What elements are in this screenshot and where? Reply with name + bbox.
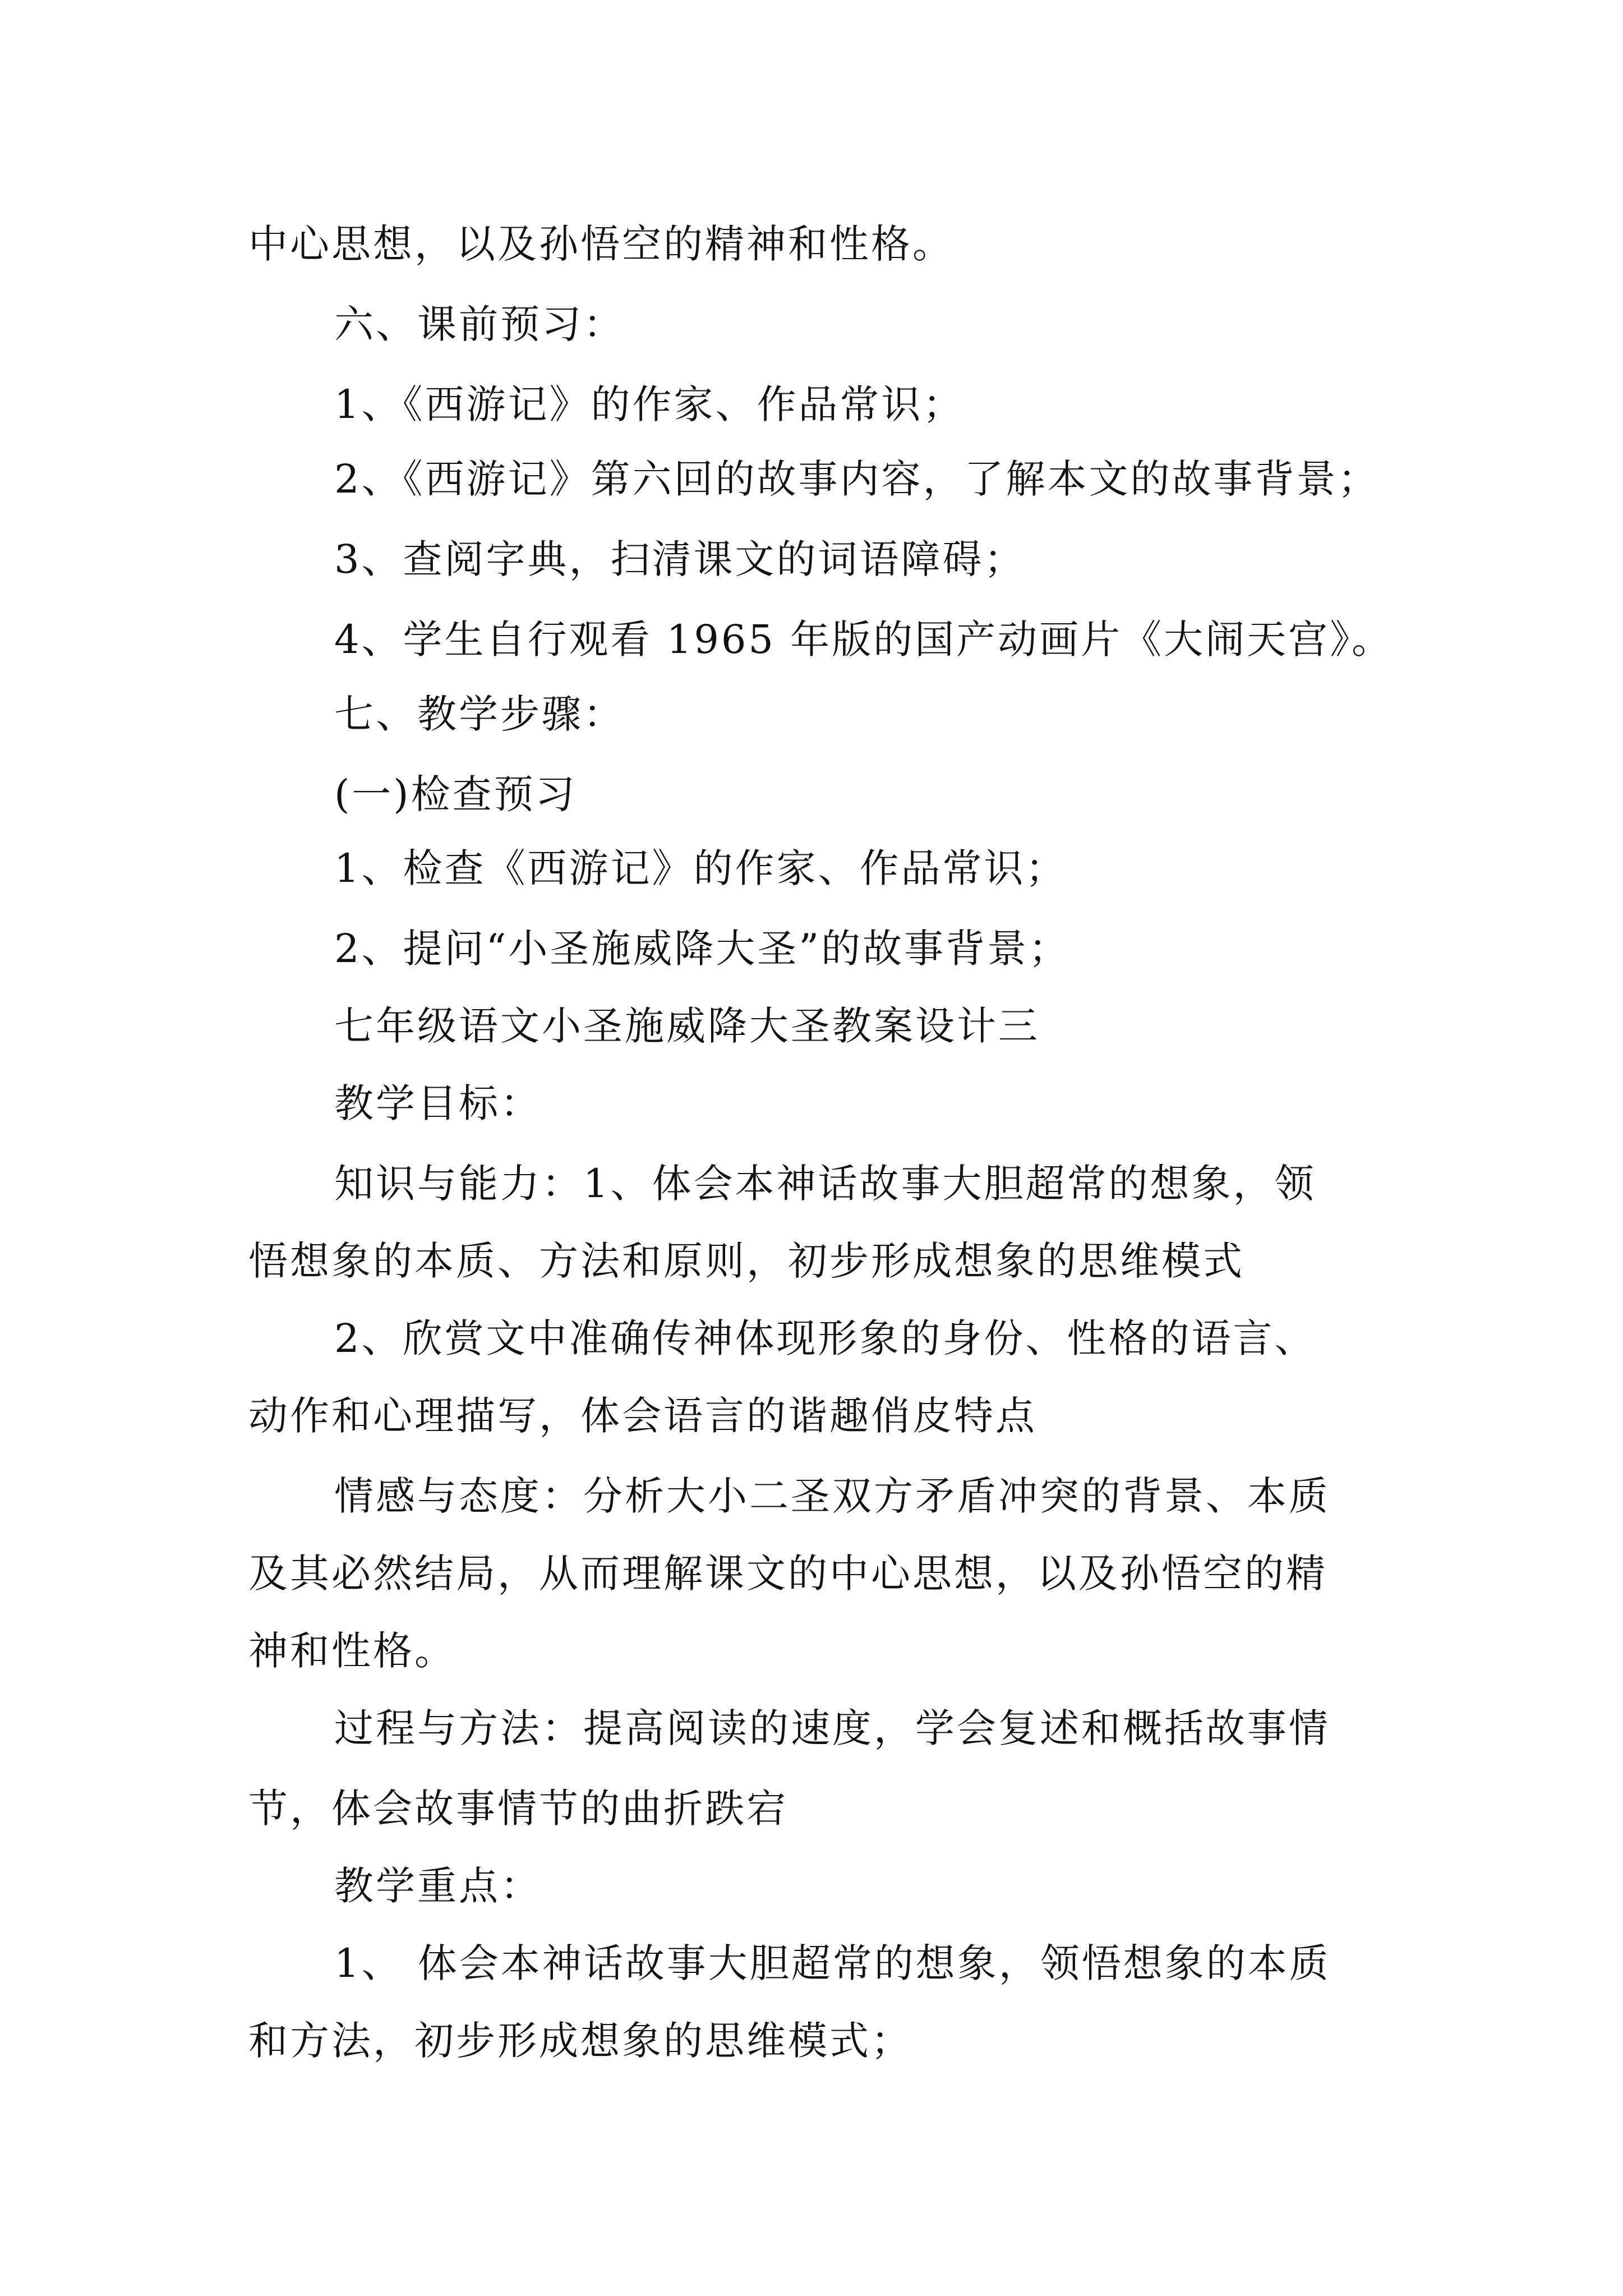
- text-line: 节，体会故事情节的曲折跌宕: [248, 1786, 788, 1832]
- section-heading: 教学目标：: [334, 1080, 542, 1126]
- text-line: 2、提问“小圣施威降大圣”的故事背景；: [334, 926, 1071, 972]
- text-line: 2、《西游记》第六回的故事内容，了解本文的故事背景；: [334, 456, 1380, 502]
- text-line: 过程与方法：提高阅读的速度，学会复述和概括故事情: [334, 1705, 1330, 1751]
- subsection-heading: (一)检查预习: [334, 771, 577, 817]
- text-line: 动作和心理描写，体会语言的谐趣俏皮特点: [248, 1393, 1037, 1439]
- text-line: 和方法，初步形成想象的思维模式；: [248, 2018, 912, 2064]
- text-line: 2、欣赏文中准确传神体现形象的身份、性格的语言、: [334, 1315, 1316, 1361]
- text-line: 悟想象的本质、方法和原则，初步形成想象的思维模式: [248, 1238, 1244, 1284]
- section-heading: 七、教学步骤：: [334, 691, 625, 737]
- document-title: 七年级语文小圣施威降大圣教案设计三: [334, 1003, 1040, 1049]
- text-line: 1、 体会本神话故事大胆超常的想象，领悟想象的本质: [334, 1940, 1331, 1986]
- section-heading: 六、课前预习：: [334, 301, 625, 347]
- text-line: 1、《西游记》的作家、作品常识；: [334, 381, 965, 427]
- text-line: 中心思想，以及孙悟空的精神和性格。: [248, 221, 954, 267]
- text-line: 知识与能力：1、体会本神话故事大胆超常的想象，领: [334, 1161, 1316, 1207]
- text-line: 神和性格。: [248, 1628, 456, 1674]
- text-line: 3、查阅字典，扫清课文的词语障碍；: [334, 536, 1026, 582]
- text-line: 情感与态度：分析大小二圣双方矛盾冲突的背景、本质: [334, 1473, 1330, 1519]
- text-line: 及其必然结局，从而理解课文的中心思想，以及孙悟空的精: [248, 1550, 1327, 1596]
- text-line: 1、检查《西游记》的作家、作品常识；: [334, 845, 1067, 891]
- text-line: 4、学生自行观看 1965 年版的国产动画片《大闹天宫》。: [334, 616, 1394, 662]
- section-heading: 教学重点：: [334, 1863, 542, 1909]
